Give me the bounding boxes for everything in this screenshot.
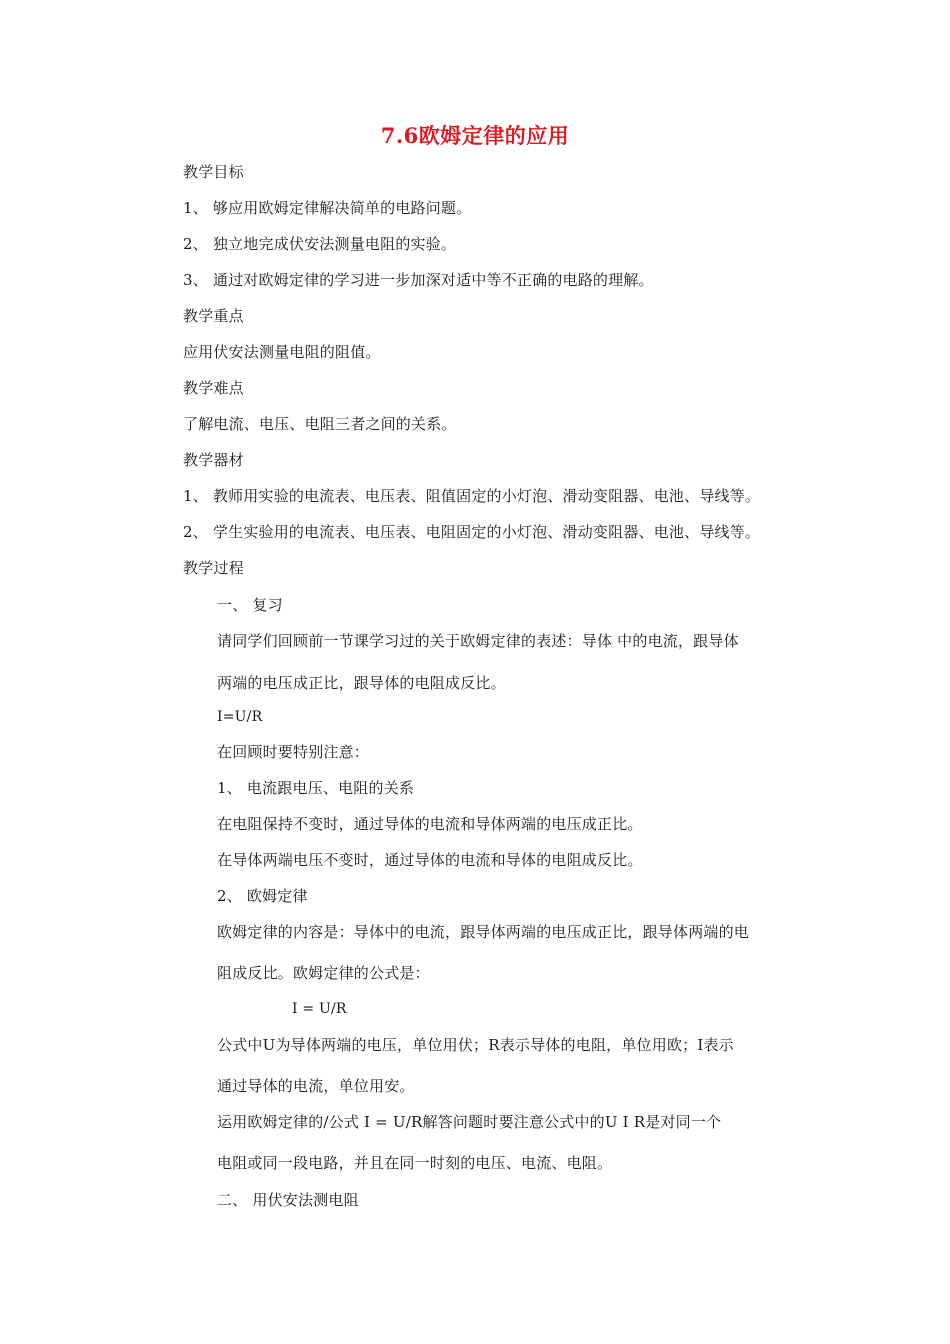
unit-text: 通过导体的电流，单位用安。 (217, 1077, 415, 1095)
point2-heading: 2、 欧姆定律 (217, 887, 308, 905)
formula: I=U/R (217, 709, 263, 725)
difficulty-heading: 教学难点 (183, 379, 244, 397)
review-text: 两端的电压成正比，跟导体的电阻成反比。 (217, 674, 506, 692)
difficulty-text: 了解电流、电压、电阻三者之间的关系。 (183, 415, 457, 433)
point1-heading: 1、 电流跟电压、电阻的关系 (217, 779, 415, 797)
usage-text: 电阻或同一段电路，并且在同一时刻的电压、电流、电阻。 (217, 1154, 613, 1172)
point1-text: 在导体两端电压不变时，通过导体的电流和导体的电阻成反比。 (217, 851, 643, 869)
objectives-heading: 教学目标 (183, 163, 244, 181)
equipment-item: 1、 教师用实验的电流表、电压表、阻值固定的小灯泡、滑动变阻器、电池、导线等。 (183, 487, 761, 505)
objective-item: 1、 够应用欧姆定律解决简单的电路问题。 (183, 199, 472, 217)
equipment-item: 2、 学生实验用的电流表、电压表、电阻固定的小灯泡、滑动变阻器、电池、导线等。 (183, 523, 761, 541)
review-text: 请同学们回顾前一节课学习过的关于欧姆定律的表述：导体 中的电流，跟导体 (217, 632, 739, 650)
process-heading: 教学过程 (183, 559, 244, 577)
part1-heading: 一、 复习 (217, 596, 283, 614)
part2-heading: 二、 用伏安法测电阻 (217, 1191, 359, 1209)
usage-text: 运用欧姆定律的/公式 I = U/R解答问题时要注意公式中的U I R是对同一个 (217, 1113, 722, 1131)
key-heading: 教学重点 (183, 307, 244, 325)
point1-text: 在电阻保持不变时，通过导体的电流和导体两端的电压成正比。 (217, 815, 643, 833)
unit-text: 公式中U为导体两端的电压，单位用伏；R表示导体的电阻，单位用欧；I表示 (217, 1036, 734, 1054)
law-text: 阻成反比。欧姆定律的公式是： (217, 964, 430, 982)
note-intro: 在回顾时要特别注意： (217, 743, 370, 761)
formula: I = U/R (292, 1001, 347, 1017)
objective-item: 2、 独立地完成伏安法测量电阻的实验。 (183, 235, 457, 253)
key-text: 应用伏安法测量电阻的阻值。 (183, 343, 381, 361)
law-text: 欧姆定律的内容是：导体中的电流，跟导体两端的电压成正比，跟导体两端的电 (217, 923, 750, 941)
equipment-heading: 教学器材 (183, 451, 244, 469)
objective-item: 3、 通过对欧姆定律的学习进一步加深对适中等不正确的电路的理解。 (183, 271, 654, 289)
document-title: 7.6欧姆定律的应用 (380, 123, 570, 148)
